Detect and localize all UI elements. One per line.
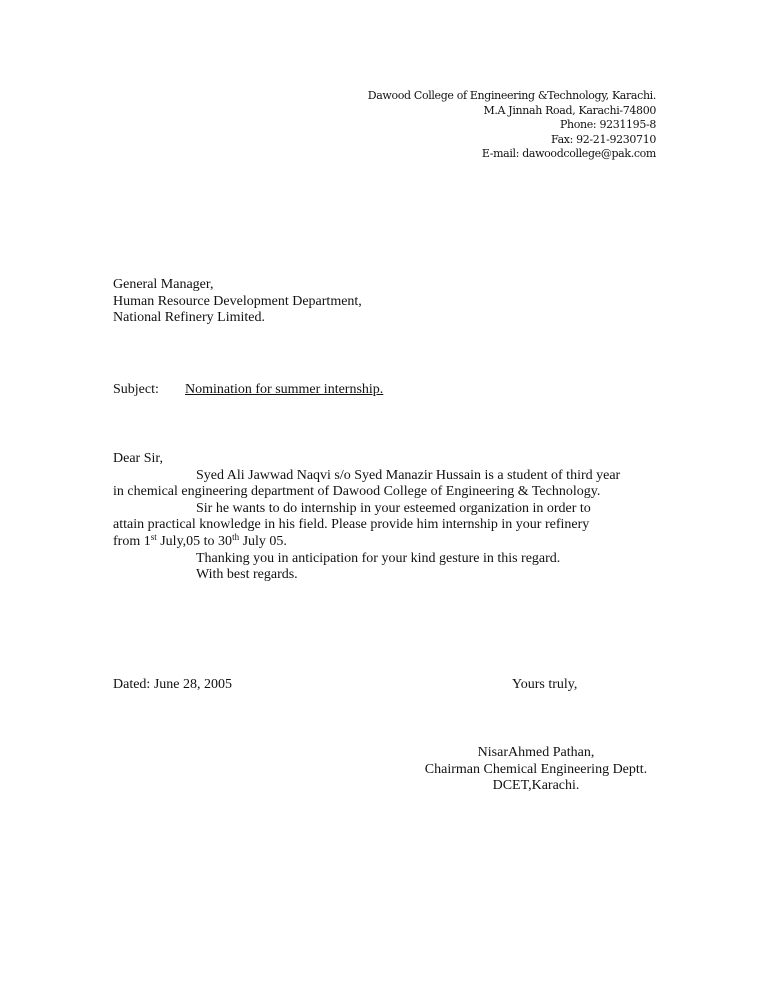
recipient-address-block xyxy=(113,277,362,327)
sender-address-block xyxy=(368,89,656,162)
subject-text: Nomination for summer internship. xyxy=(185,382,384,397)
paragraph-1-line-1: Syed Ali Jawwad Naqvi s/o Syed Manazir Hussain is a student of third year xyxy=(196,467,621,483)
recipient-title: General Manager, xyxy=(113,277,214,292)
date-range-from: from 1 xyxy=(113,533,151,549)
paragraph-2-line-2: attain practical knowledge in his field. Please provide him internship in your refinery xyxy=(113,517,590,533)
date-range-to: July,05 to 30 xyxy=(156,533,233,549)
recipient-organization: National Refinery Limited. xyxy=(113,310,266,326)
subject-label: Subject: xyxy=(113,382,159,397)
recipient-department: Human Resource Development Department, xyxy=(113,293,362,309)
dated-line: Dated: June 28, 2005 xyxy=(113,677,232,692)
paragraph-2-line-3 xyxy=(113,531,620,551)
salutation: Dear Sir, xyxy=(113,451,163,466)
sender-college-name: Dawood College of Engineering &Technology, Karachi. xyxy=(367,89,656,102)
paragraph-2-line-1: Sir he wants to do internship in your esteemed organization in order to xyxy=(196,500,591,516)
ordinal-suffix-st: st xyxy=(150,531,157,542)
signature-block xyxy=(416,745,656,795)
date-range-end: July 05. xyxy=(239,533,287,549)
signatory-organization: DCET,Karachi. xyxy=(492,778,580,794)
signatory-name: NisarAhmed Pathan, xyxy=(477,745,595,760)
paragraph-1-line-2: in chemical engineering department of Dawood College of Engineering & Technology. xyxy=(113,484,601,500)
closing-line: Yours truly, xyxy=(512,677,578,692)
paragraph-3: Thanking you in anticipation for your kind gesture in this regard. xyxy=(196,550,561,566)
sender-street-address: M.A Jinnah Road, Karachi-74800 xyxy=(483,103,656,117)
ordinal-suffix-th: th xyxy=(232,531,240,542)
subject-line xyxy=(113,382,383,399)
signatory-title: Chairman Chemical Engineering Deptt. xyxy=(424,761,648,777)
sender-email: E-mail: dawoodcollege@pak.com xyxy=(481,147,656,161)
paragraph-4: With best regards. xyxy=(196,567,298,583)
sender-phone: Phone: 9231195-8 xyxy=(559,118,656,132)
letter-body xyxy=(113,451,620,584)
sender-fax: Fax: 92-21-9230710 xyxy=(551,132,656,146)
